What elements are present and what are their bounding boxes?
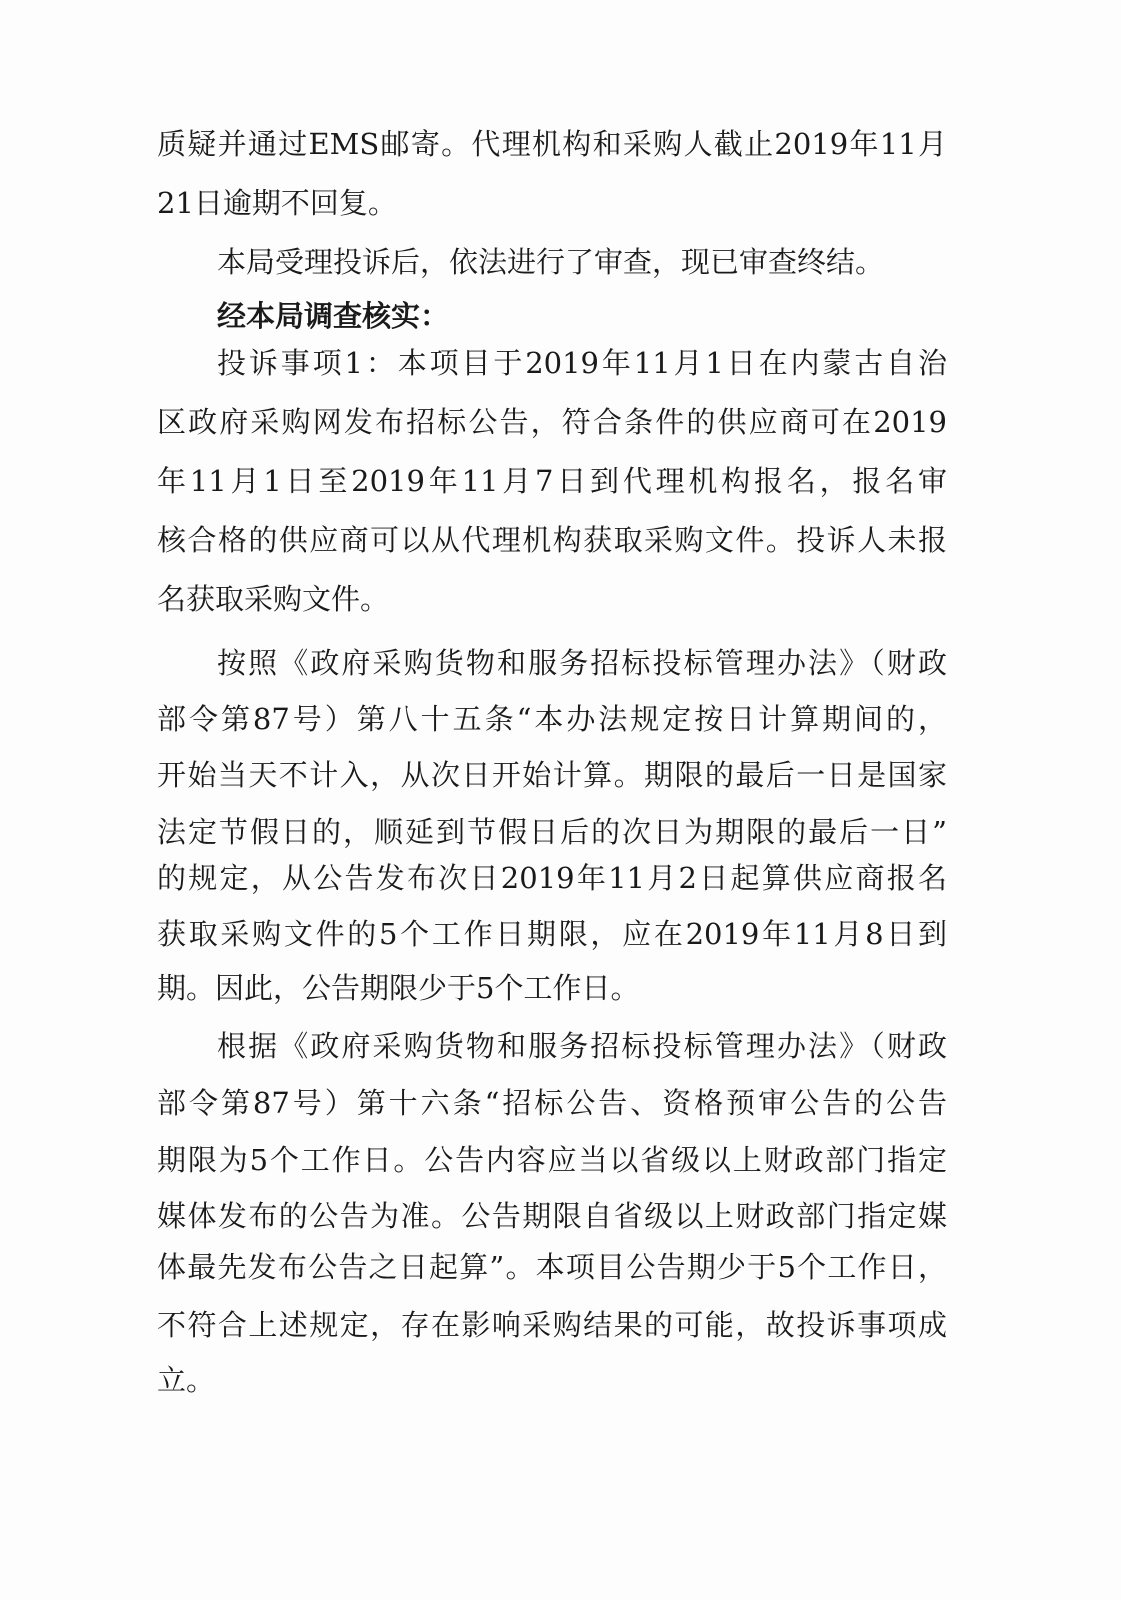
- section-heading: 经本局调查核实：: [217, 299, 450, 333]
- body-line: 部令第87号）第八十五条“本办法规定按日计算期间的，: [157, 702, 947, 736]
- body-line: 期限为5个工作日。公告内容应当以省级以上财政部门指定: [157, 1143, 947, 1177]
- body-line: 根据《政府采购货物和服务招标投标管理办法》（财政: [217, 1029, 947, 1063]
- body-line: 年11月1日至2019年11月7日到代理机构报名，报名审: [157, 464, 947, 498]
- body-line: 21日逾期不回复。: [157, 186, 397, 220]
- body-line: 不符合上述规定，存在影响采购结果的可能，故投诉事项成: [157, 1308, 947, 1342]
- body-line: 期。因此，公告期限少于5个工作日。: [157, 971, 640, 1005]
- body-line: 核合格的供应商可以从代理机构获取采购文件。投诉人未报: [157, 523, 947, 557]
- body-line: 法定节假日的，顺延到节假日后的次日为期限的最后一日”: [157, 815, 947, 849]
- body-line: 获取采购文件的5个工作日期限，应在2019年11月8日到: [157, 917, 947, 951]
- body-line: 本局受理投诉后，依法进行了审查，现已审查终结。: [217, 245, 885, 279]
- body-line: 区政府采购网发布招标公告，符合条件的供应商可在2019: [157, 405, 947, 439]
- body-line: 按照《政府采购货物和服务招标投标管理办法》（财政: [217, 646, 947, 680]
- body-line: 部令第87号）第十六条“招标公告、资格预审公告的公告: [157, 1086, 947, 1120]
- body-line: 媒体发布的公告为准。公告期限自省级以上财政部门指定媒: [157, 1199, 947, 1233]
- body-line: 质疑并通过EMS邮寄。代理机构和采购人截止2019年11月: [157, 127, 947, 161]
- body-line: 名获取采购文件。: [157, 582, 390, 616]
- body-line: 体最先发布公告之日起算”。本项目公告期少于5个工作日，: [157, 1250, 947, 1284]
- body-line: 开始当天不计入，从次日开始计算。期限的最后一日是国家: [157, 758, 947, 792]
- body-line: 的规定，从公告发布次日2019年11月2日起算供应商报名: [157, 861, 947, 895]
- body-line: 立。: [157, 1363, 216, 1397]
- body-line: 投诉事项1：本项目于2019年11月1日在内蒙古自治: [217, 346, 947, 380]
